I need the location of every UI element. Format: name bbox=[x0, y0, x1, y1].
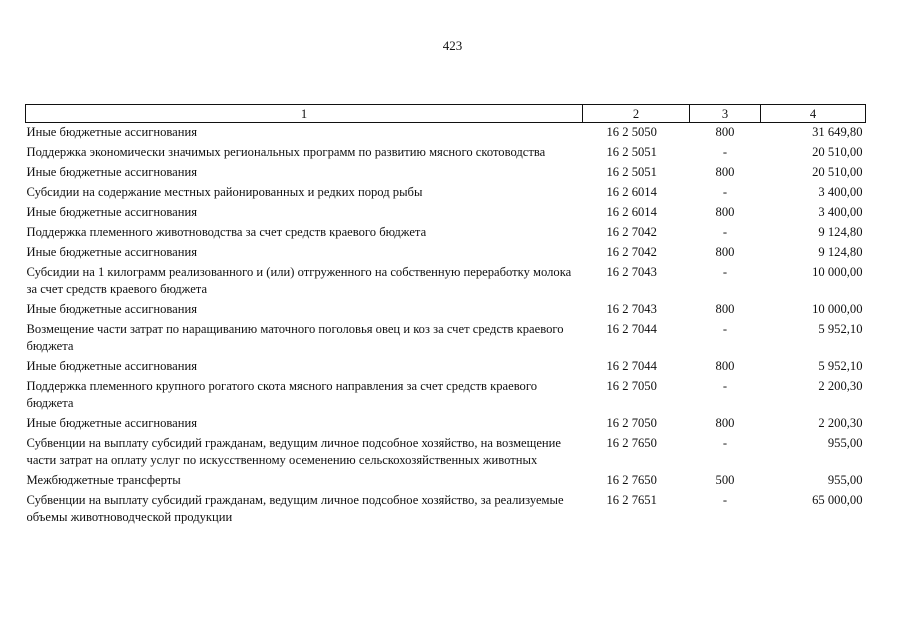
row-code: 16 2 7650 bbox=[606, 436, 657, 450]
row-sum: 10 000,00 bbox=[812, 302, 863, 316]
budget-table bbox=[25, 104, 866, 528]
table-row bbox=[26, 471, 866, 491]
row-name: Иные бюджетные ассигнования bbox=[26, 359, 198, 373]
row-type: 800 bbox=[715, 125, 735, 139]
row-code: 16 2 7650 bbox=[606, 473, 657, 487]
row-type: 800 bbox=[715, 416, 735, 430]
row-type: - bbox=[722, 145, 728, 159]
row-sum: 9 124,80 bbox=[818, 225, 863, 239]
row-name: Субвенции на выплату субсидий гражданам, ведущим личное подсобное хозяйство, за реализуемые объемы животноводческой продукции bbox=[26, 493, 564, 524]
table-row bbox=[26, 377, 866, 414]
row-type: - bbox=[722, 225, 728, 239]
row-name: Субсидии на 1 килограмм реализованного и (или) отгруженного на собственную переработку молока за счет средств краевого бюджета bbox=[26, 265, 572, 296]
row-sum: 65 000,00 bbox=[812, 493, 863, 507]
row-sum: 955,00 bbox=[827, 473, 863, 487]
row-code: 16 2 7043 bbox=[606, 302, 657, 316]
row-code: 16 2 5051 bbox=[606, 145, 657, 159]
row-name: Субвенции на выплату субсидий гражданам, ведущим личное подсобное хозяйство, на возмещение части затрат на оплату услуг по искусственному осеменению сельскохозяйственных животных bbox=[26, 436, 561, 467]
row-name: Межбюджетные трансферты bbox=[26, 473, 181, 487]
row-type: - bbox=[722, 322, 728, 336]
row-type: - bbox=[722, 265, 728, 279]
row-name: Иные бюджетные ассигнования bbox=[26, 125, 198, 139]
row-type: 800 bbox=[715, 205, 735, 219]
table-row bbox=[26, 263, 866, 300]
row-name: Возмещение части затрат по наращиванию маточного поголовья овец и коз за счет средств краевого бюджета bbox=[26, 322, 564, 353]
table-row bbox=[26, 143, 866, 163]
table-row bbox=[26, 123, 866, 144]
row-sum: 20 510,00 bbox=[812, 145, 863, 159]
row-sum: 3 400,00 bbox=[818, 185, 863, 199]
row-name: Поддержка племенного животноводства за счет средств краевого бюджета bbox=[26, 225, 427, 239]
row-type: 800 bbox=[715, 165, 735, 179]
table-row bbox=[26, 183, 866, 203]
row-code: 16 2 7044 bbox=[606, 322, 657, 336]
table-row bbox=[26, 414, 866, 434]
row-name: Иные бюджетные ассигнования bbox=[26, 165, 198, 179]
table-body bbox=[26, 123, 866, 529]
row-name: Поддержка племенного крупного рогатого скота мясного направления за счет средств краевого бюджета bbox=[26, 379, 537, 410]
row-sum: 5 952,10 bbox=[818, 322, 863, 336]
row-code: 16 2 7043 bbox=[606, 265, 657, 279]
row-code: 16 2 5050 bbox=[606, 125, 657, 139]
table-row bbox=[26, 163, 866, 183]
row-type: - bbox=[722, 185, 728, 199]
row-type: 500 bbox=[715, 473, 735, 487]
row-name: Иные бюджетные ассигнования bbox=[26, 416, 198, 430]
row-code: 16 2 6014 bbox=[606, 205, 657, 219]
row-type: 800 bbox=[715, 359, 735, 373]
table-header-row bbox=[26, 105, 866, 123]
header-col-1: 1 bbox=[26, 105, 583, 123]
row-type: 800 bbox=[715, 245, 735, 259]
header-col-3: 3 bbox=[690, 105, 761, 123]
row-code: 16 2 7050 bbox=[606, 416, 657, 430]
row-type: - bbox=[722, 379, 728, 393]
row-sum: 9 124,80 bbox=[818, 245, 863, 259]
table-row bbox=[26, 243, 866, 263]
row-sum: 31 649,80 bbox=[812, 125, 863, 139]
row-code: 16 2 6014 bbox=[606, 185, 657, 199]
row-sum: 20 510,00 bbox=[812, 165, 863, 179]
row-name: Иные бюджетные ассигнования bbox=[26, 205, 198, 219]
row-code: 16 2 5051 bbox=[606, 165, 657, 179]
row-sum: 2 200,30 bbox=[818, 416, 863, 430]
row-sum: 2 200,30 bbox=[818, 379, 863, 393]
row-sum: 10 000,00 bbox=[812, 265, 863, 279]
row-code: 16 2 7651 bbox=[606, 493, 657, 507]
row-name: Субсидии на содержание местных районированных и редких пород рыбы bbox=[26, 185, 423, 199]
table-row bbox=[26, 203, 866, 223]
row-name: Иные бюджетные ассигнования bbox=[26, 245, 198, 259]
table-row bbox=[26, 491, 866, 528]
table-row bbox=[26, 357, 866, 377]
row-code: 16 2 7042 bbox=[606, 245, 657, 259]
table-row bbox=[26, 434, 866, 471]
row-sum: 5 952,10 bbox=[818, 359, 863, 373]
header-col-2: 2 bbox=[583, 105, 690, 123]
row-type: 800 bbox=[715, 302, 735, 316]
row-code: 16 2 7050 bbox=[606, 379, 657, 393]
row-name: Поддержка экономически значимых региональных программ по развитию мясного скотоводства bbox=[26, 145, 546, 159]
table-row bbox=[26, 223, 866, 243]
row-name: Иные бюджетные ассигнования bbox=[26, 302, 198, 316]
header-col-4: 4 bbox=[761, 105, 866, 123]
row-sum: 955,00 bbox=[827, 436, 863, 450]
row-code: 16 2 7044 bbox=[606, 359, 657, 373]
page-number: 423 bbox=[442, 38, 463, 53]
table-row bbox=[26, 300, 866, 320]
row-sum: 3 400,00 bbox=[818, 205, 863, 219]
row-code: 16 2 7042 bbox=[606, 225, 657, 239]
row-type: - bbox=[722, 436, 728, 450]
row-type: - bbox=[722, 493, 728, 507]
table-row bbox=[26, 320, 866, 357]
